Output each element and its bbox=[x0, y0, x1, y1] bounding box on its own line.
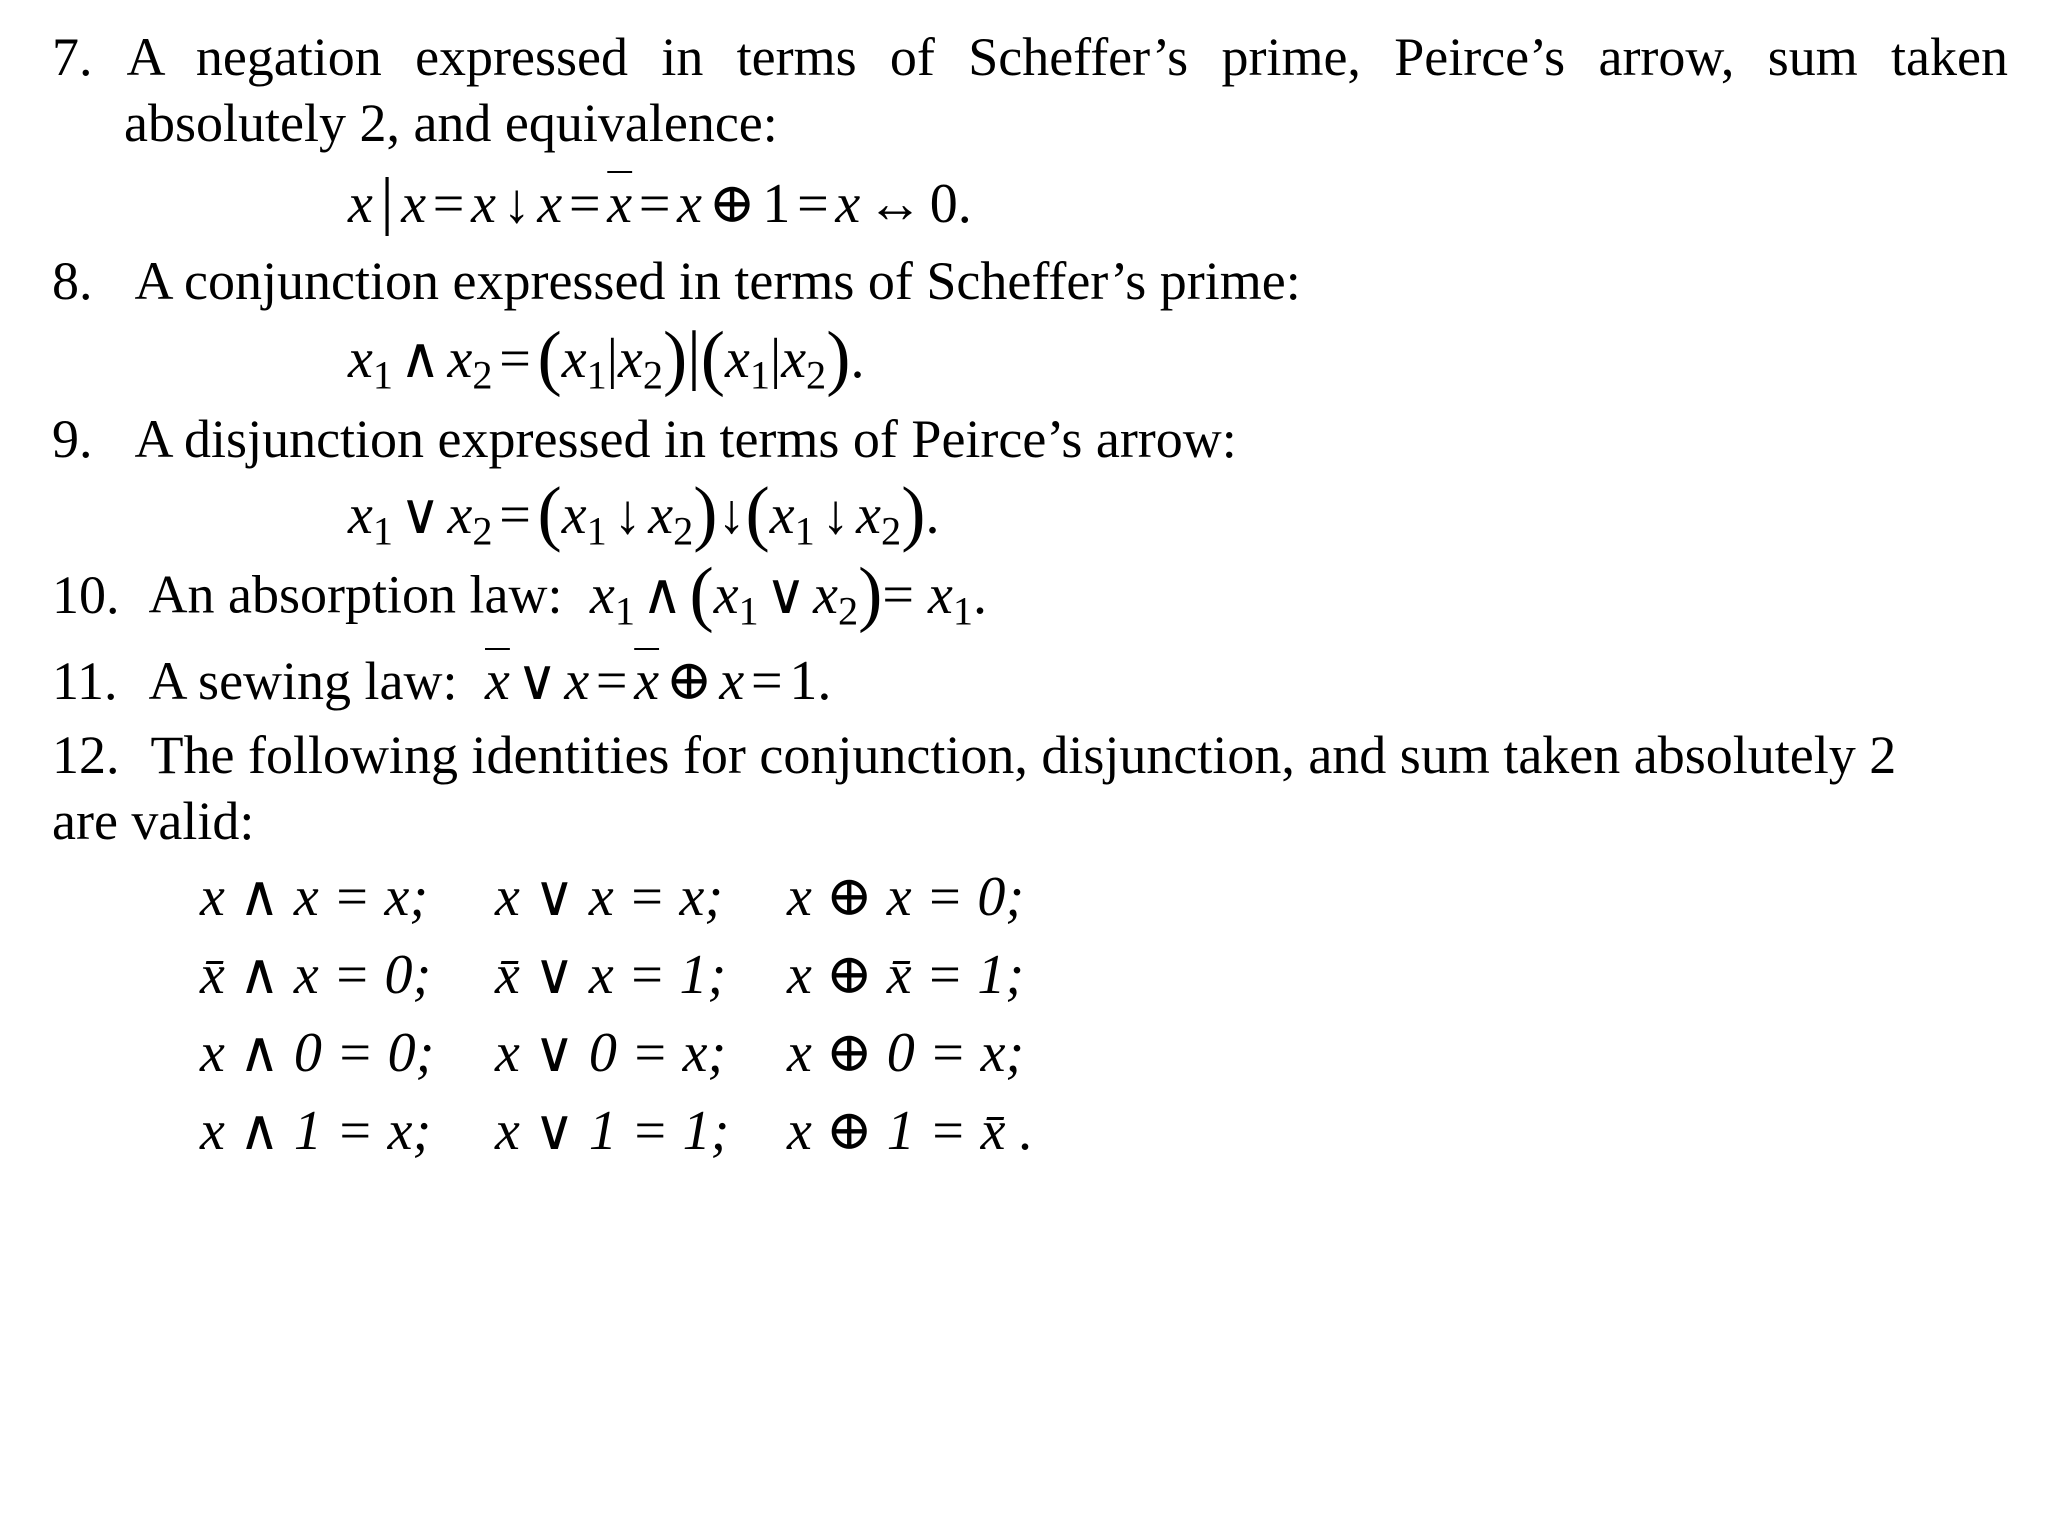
item-12-text-2: are valid: bbox=[52, 791, 255, 851]
item-7 bbox=[52, 24, 2008, 90]
identity-cell: x ⊕ 0 = x; bbox=[787, 1022, 1025, 1084]
item-10 bbox=[52, 552, 2008, 644]
identity-cell: x̄ ∨ x = 1; bbox=[495, 944, 727, 1006]
item-number: 8. bbox=[52, 251, 93, 311]
negation-formula: x | x = x ↓ $x = \overline{x} = x$ ⊕ 1 = x ↔ 0. bbox=[348, 165, 972, 236]
absorption-formula: $x_1$ $\wedge(x_1$ ∨ $x_2)= x_1$. bbox=[589, 552, 988, 633]
item-7-line-1 bbox=[52, 24, 2008, 90]
item-7-text-2: absolutely 2, and equivalence: bbox=[124, 93, 778, 153]
item-11-text: A sewing law: bbox=[148, 651, 458, 711]
identity-cell: x ⊕ x = 0; bbox=[787, 866, 1025, 928]
identity-cell: x ∧ x = x; bbox=[200, 866, 428, 928]
item-number: 11. bbox=[52, 651, 118, 711]
identity-cell: x ⊕ 1 = x̄ . bbox=[787, 1100, 1034, 1162]
item-number: 9. bbox=[52, 409, 93, 469]
identity-cell: x ∧ 1 = x; bbox=[200, 1100, 432, 1162]
item-number: 12. bbox=[52, 725, 120, 785]
item-8 bbox=[52, 248, 2008, 314]
item-number: 10. bbox=[52, 564, 120, 625]
sewing-formula: $\overline{x}$ ∨ $x = \overline{x}$ ⊕ x = 1. bbox=[485, 650, 832, 712]
item-7-text-1: A negation expressed in terms of Scheffer’s prime, Peirce’s arrow, sum taken bbox=[126, 27, 2008, 87]
identity-cell: x ⊕ x̄ = 1; bbox=[787, 944, 1025, 1006]
identity-cell: x̄ ∧ x = 0; bbox=[200, 944, 432, 1006]
identity-cell: x ∨ 1 = 1; bbox=[495, 1100, 730, 1162]
identity-cell: x ∨ x = x; bbox=[495, 866, 723, 928]
item-12 bbox=[52, 722, 2008, 788]
identity-cell: x ∧ 0 = 0; bbox=[200, 1022, 435, 1084]
conjunction-formula: $x_1$ ∧ $x_2 =(x_1|x_2)|(x_1|x_2)$. bbox=[348, 316, 865, 398]
item-9 bbox=[52, 406, 2008, 472]
item-9-text: A disjunction expressed in terms of Peirce’s arrow: bbox=[134, 409, 1237, 469]
identities-table bbox=[200, 858, 1087, 1170]
disjunction-formula: $x_1$ ∨ $x_2 =(x_1$ ↓ $x_2)↓(x_1$ ↓ $x_2$). bbox=[348, 472, 940, 553]
item-11 bbox=[52, 648, 2008, 714]
item-12-text-1: The following identities for conjunction, disjunction, and sum taken absolutely 2 bbox=[150, 725, 1897, 785]
item-10-text: An absorption law: bbox=[148, 564, 563, 625]
item-number: 7. bbox=[52, 27, 93, 87]
item-8-text: A conjunction expressed in terms of Scheffer’s prime: bbox=[134, 251, 1301, 311]
identity-cell: x ∨ 0 = x; bbox=[495, 1022, 727, 1084]
